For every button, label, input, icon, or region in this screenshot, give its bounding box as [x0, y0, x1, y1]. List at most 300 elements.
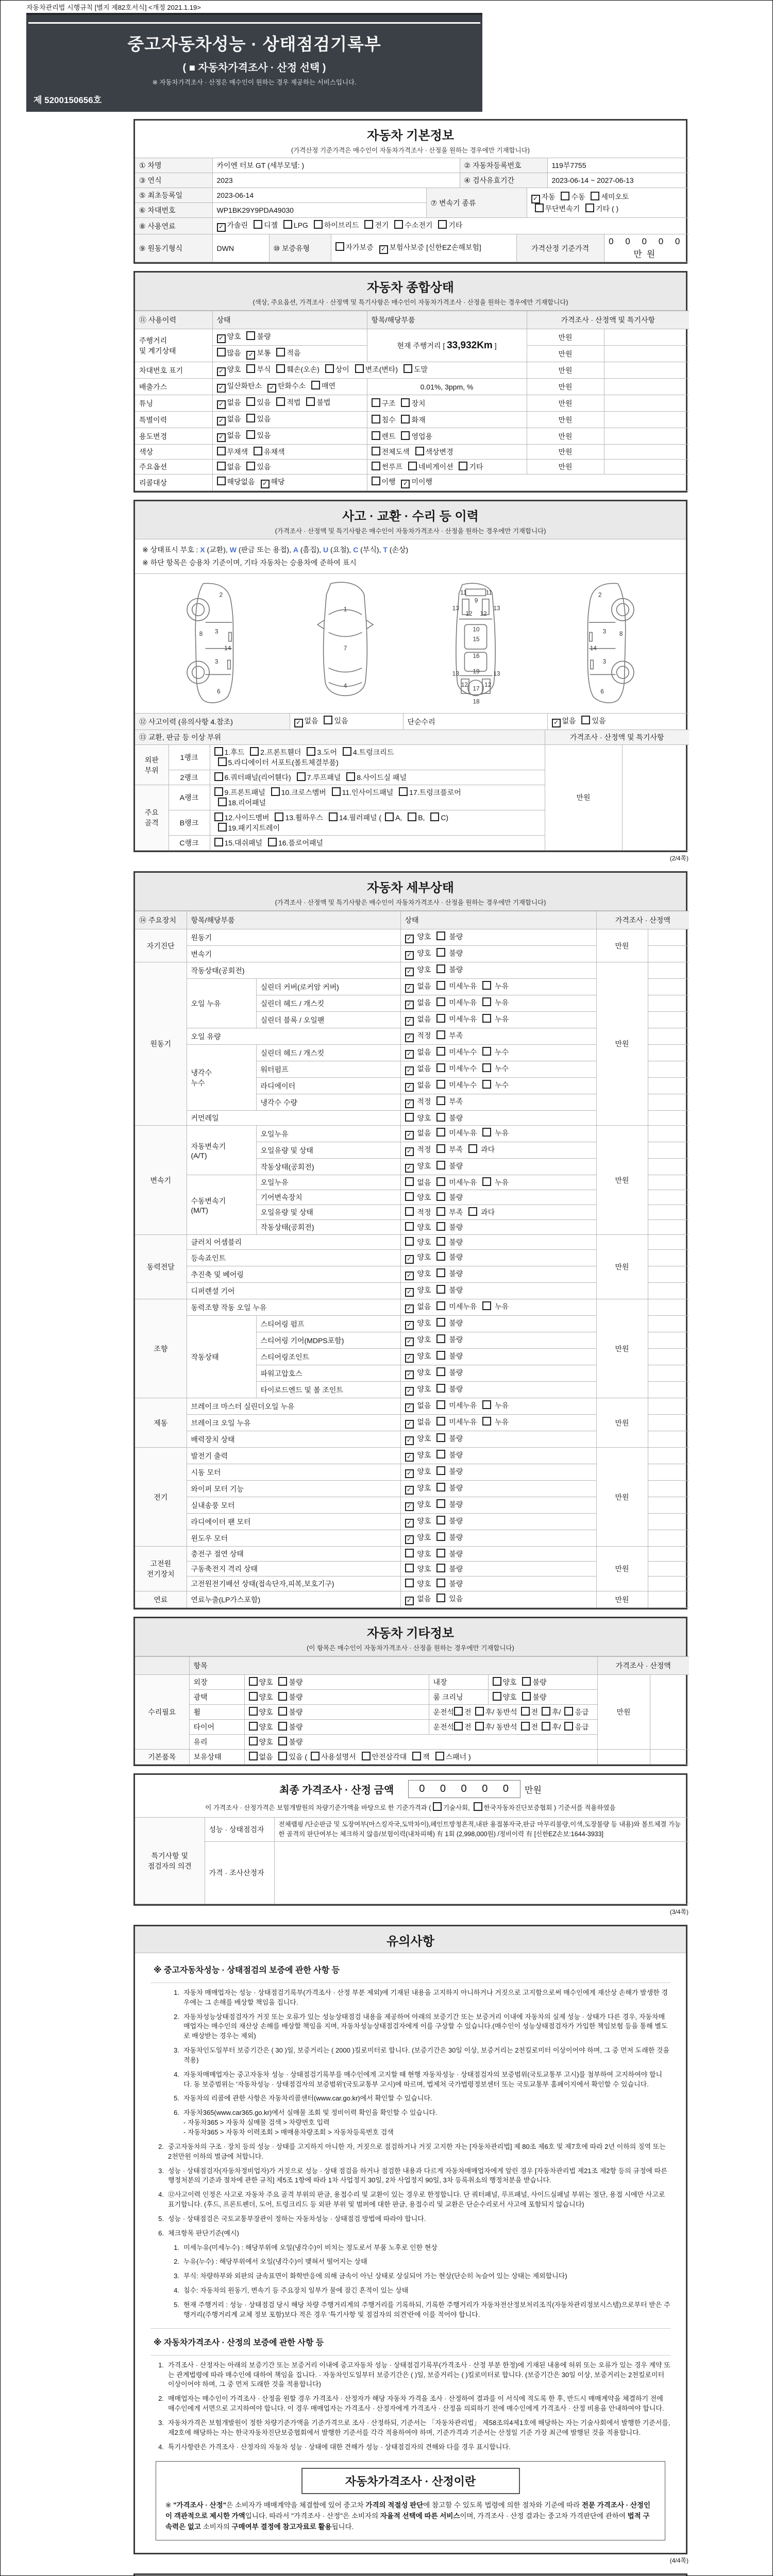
- checkbox[interactable]: [454, 1707, 463, 1716]
- checkbox[interactable]: [436, 1113, 445, 1122]
- table-cell: 색상: [135, 445, 212, 460]
- checkbox[interactable]: [276, 397, 285, 406]
- table-cell: 오일유량 및 상태: [256, 1205, 400, 1220]
- table-cell: [650, 1675, 689, 1750]
- checkbox[interactable]: ✓: [217, 417, 226, 426]
- code-letter: A: [293, 546, 298, 554]
- checkbox[interactable]: ✓: [405, 1017, 414, 1026]
- table-cell: 광택: [189, 1690, 244, 1705]
- checkbox[interactable]: [412, 1752, 421, 1760]
- checkbox[interactable]: [405, 1177, 414, 1186]
- checkbox[interactable]: [482, 1014, 491, 1023]
- table-cell: B랭크: [169, 810, 210, 836]
- checkbox[interactable]: ✓: [217, 384, 226, 393]
- checkbox[interactable]: [214, 772, 223, 781]
- checkbox[interactable]: [372, 398, 380, 407]
- checkbox[interactable]: [246, 331, 255, 340]
- checkbox[interactable]: [408, 462, 417, 470]
- section-title: 자동차 기본정보: [367, 129, 454, 143]
- diagram-part-number: 10: [473, 625, 480, 633]
- checkbox[interactable]: [372, 415, 380, 423]
- checkbox[interactable]: ✓: [405, 1050, 414, 1059]
- checkbox[interactable]: [436, 1063, 445, 1072]
- checkbox[interactable]: [283, 220, 292, 229]
- table-cell: [648, 1464, 689, 1481]
- checkbox[interactable]: [436, 1384, 445, 1393]
- table-cell: 이행 ✓ 미이행: [367, 474, 689, 491]
- checkbox[interactable]: ✓: [405, 951, 414, 960]
- table-cell: [650, 1750, 689, 1765]
- checkbox[interactable]: [436, 1516, 445, 1524]
- diagram-part-number: 2: [598, 591, 602, 599]
- checkbox[interactable]: ✓: [552, 719, 561, 727]
- table-cell: 없음 있음: [212, 460, 367, 474]
- checkbox[interactable]: [436, 1400, 445, 1409]
- table-cell: 수리필요: [135, 1675, 189, 1750]
- checkbox[interactable]: [401, 415, 410, 423]
- table-cell: 만원: [596, 1591, 648, 1608]
- checkbox[interactable]: [325, 364, 334, 373]
- checkbox[interactable]: ✓: [405, 1337, 414, 1346]
- checkbox[interactable]: [329, 812, 338, 821]
- checkbox[interactable]: ✓: [405, 1469, 414, 1478]
- checkbox[interactable]: [250, 747, 259, 756]
- checkbox[interactable]: [436, 1268, 445, 1277]
- table-cell: [648, 1250, 689, 1266]
- checkbox[interactable]: [542, 1707, 550, 1716]
- table-cell: ✓ 양호 부식 훼손(오손) 상이 변조(변타) 도말: [212, 362, 527, 379]
- checkbox[interactable]: [436, 1047, 445, 1056]
- checkbox[interactable]: [268, 838, 277, 846]
- checkbox[interactable]: ✓: [294, 719, 303, 727]
- checkbox[interactable]: [561, 192, 569, 200]
- checkbox[interactable]: ✓: [405, 1535, 414, 1544]
- table-cell: [648, 1562, 689, 1577]
- checkbox[interactable]: [436, 1252, 445, 1261]
- checkbox[interactable]: [436, 964, 445, 973]
- checkbox[interactable]: [482, 981, 491, 990]
- checkbox[interactable]: ✓: [405, 1453, 414, 1462]
- table-cell: 양호 불량: [488, 1690, 597, 1705]
- checkbox[interactable]: ✓: [217, 400, 226, 409]
- table-cell: [648, 1448, 689, 1464]
- checkbox[interactable]: [436, 1301, 445, 1310]
- checkbox[interactable]: [436, 1466, 445, 1475]
- transmission-type-value: ✓ 자동 수동 세미오토 무단변속기 기타 ( ): [527, 188, 689, 218]
- checkbox[interactable]: ✓: [405, 1164, 414, 1173]
- checkbox[interactable]: [542, 1722, 550, 1731]
- checkbox[interactable]: ✓: [405, 1272, 414, 1280]
- checkbox[interactable]: [482, 1177, 491, 1186]
- checkbox[interactable]: ✓: [405, 1387, 414, 1396]
- table-cell: ✓ 없음 미세누유 누유: [400, 979, 596, 995]
- diagram-part-number: 14: [224, 645, 231, 652]
- checkbox[interactable]: [436, 1222, 445, 1231]
- table-cell: ✓ 양호 불량: [400, 1481, 596, 1497]
- checkbox[interactable]: [436, 1450, 445, 1459]
- checkbox[interactable]: ✓: [405, 1147, 414, 1156]
- checkbox[interactable]: ✓: [405, 1083, 414, 1092]
- checkbox[interactable]: ✓: [217, 433, 226, 442]
- checkbox[interactable]: ✓: [405, 1255, 414, 1264]
- table-cell: 외장: [189, 1675, 244, 1690]
- checkbox[interactable]: [271, 787, 280, 796]
- checkbox[interactable]: [436, 1594, 445, 1602]
- checkbox[interactable]: [482, 1128, 491, 1137]
- checkbox[interactable]: [482, 1063, 491, 1072]
- table-cell: 브레이크 마스터 실린더오일 누유: [187, 1398, 400, 1415]
- checkbox[interactable]: [436, 1192, 445, 1201]
- checkbox[interactable]: [249, 1707, 258, 1716]
- diagram-part-number: 6: [600, 688, 604, 696]
- checkbox[interactable]: [436, 1334, 445, 1343]
- table-cell: 워터펌프: [256, 1061, 400, 1078]
- checkbox[interactable]: [254, 220, 262, 229]
- final-price-unit: 만원: [525, 1785, 542, 1795]
- table-cell: 실린더 블록 / 오일팬: [256, 1012, 400, 1028]
- table-cell: 작동상태(공회전): [187, 962, 400, 979]
- checkbox[interactable]: [275, 812, 283, 821]
- checkbox[interactable]: ✓: [405, 1099, 414, 1108]
- checkbox[interactable]: [214, 787, 223, 796]
- checkbox[interactable]: ✓: [405, 1420, 414, 1429]
- checkbox[interactable]: ✓: [405, 968, 414, 976]
- checkbox[interactable]: [346, 772, 355, 781]
- checkbox[interactable]: [475, 1722, 484, 1731]
- table-cell: 스티어링 기어(MDPS포함): [256, 1332, 400, 1349]
- checkbox[interactable]: [405, 1237, 414, 1246]
- checkbox[interactable]: ✓: [405, 1370, 414, 1379]
- checkbox[interactable]: [585, 204, 594, 212]
- table-cell: ✓ 적정 부족: [400, 1028, 596, 1045]
- appraisal-definition-box: [156, 2461, 665, 2540]
- vehicle-name-value: 카이엔 터보 GT (세부모델: ): [212, 158, 460, 173]
- checkbox[interactable]: [405, 1113, 414, 1122]
- checkbox[interactable]: [436, 1579, 445, 1587]
- checkbox[interactable]: [404, 364, 412, 373]
- checkbox[interactable]: [278, 1722, 287, 1731]
- checkbox[interactable]: [249, 1692, 258, 1701]
- mileage-value: 현재 주행거리 [ 33,932Km ]: [367, 329, 527, 362]
- checkbox[interactable]: [436, 1549, 445, 1557]
- checkbox[interactable]: [436, 1417, 445, 1426]
- basic-info-table-d: [135, 234, 686, 262]
- table-cell: [648, 1142, 689, 1159]
- checkbox[interactable]: [362, 1752, 371, 1760]
- table-cell: ✓ 양호 불량: [400, 1283, 596, 1299]
- table-cell: ✓ 양호 불량: [400, 946, 596, 962]
- checkbox[interactable]: [482, 1301, 491, 1310]
- basic-info-table-c: [135, 217, 686, 234]
- checkbox[interactable]: [436, 1080, 445, 1089]
- checkbox[interactable]: [297, 772, 306, 781]
- checkbox[interactable]: [278, 1737, 287, 1745]
- checkbox[interactable]: [246, 430, 255, 439]
- diagram-part-number: 3: [602, 628, 607, 635]
- checkbox[interactable]: [214, 747, 223, 756]
- checkbox[interactable]: [430, 812, 439, 821]
- checkbox[interactable]: [436, 1177, 445, 1186]
- checkbox[interactable]: [436, 948, 445, 957]
- table-cell: [604, 428, 689, 445]
- checkbox[interactable]: [278, 1677, 287, 1686]
- checkbox[interactable]: [535, 204, 544, 212]
- table-cell: 항목/해당부품: [187, 911, 400, 929]
- checkbox[interactable]: [249, 1677, 258, 1686]
- checkbox[interactable]: [405, 1564, 414, 1572]
- checkbox[interactable]: [454, 1722, 463, 1731]
- checkbox[interactable]: [372, 431, 380, 440]
- basic-info-section: [133, 119, 687, 264]
- checkbox[interactable]: [522, 1677, 531, 1686]
- table-cell: [648, 1591, 689, 1608]
- checkbox[interactable]: [564, 1722, 573, 1731]
- checkbox[interactable]: [436, 1128, 445, 1137]
- checkbox[interactable]: [278, 1707, 287, 1716]
- table-cell: ⑤ 최초등록일: [135, 188, 212, 203]
- table-cell: 단순수리: [403, 714, 547, 730]
- table-cell: 실린더 헤드 / 개스킷: [256, 995, 400, 1012]
- table-cell: ✓ 없음 미세누유 누유: [400, 1398, 596, 1415]
- checkbox[interactable]: [436, 1433, 445, 1442]
- checkbox[interactable]: [214, 812, 223, 821]
- checkbox[interactable]: ✓: [405, 1403, 414, 1412]
- checkbox[interactable]: [438, 220, 447, 229]
- checkbox[interactable]: [408, 812, 416, 821]
- checkbox[interactable]: [564, 1707, 573, 1716]
- checkbox[interactable]: [276, 364, 285, 373]
- checkbox[interactable]: [217, 447, 226, 455]
- list-text: 체크항목 판단기준(예시): [168, 2229, 239, 2237]
- table-cell: 제동: [135, 1398, 187, 1448]
- checkbox[interactable]: [278, 1752, 287, 1760]
- checkbox[interactable]: [399, 787, 408, 796]
- remarks-table: [135, 1817, 686, 1904]
- checkbox[interactable]: [218, 823, 227, 832]
- checkbox[interactable]: [521, 1722, 530, 1731]
- checkbox[interactable]: [401, 431, 410, 440]
- list-text: 침수: 자동차의 원동기, 변속기 등 주요장치 일부가 물에 잠긴 흔적이 있는 상태: [183, 2286, 409, 2295]
- table-cell: [604, 346, 689, 362]
- checkbox[interactable]: [482, 1080, 491, 1089]
- checkbox[interactable]: [218, 798, 227, 806]
- checkbox[interactable]: [311, 1752, 320, 1760]
- table-cell: [604, 460, 689, 474]
- table-cell: 실린더 커버(로커암 커버): [256, 979, 400, 995]
- checkbox[interactable]: [522, 1692, 531, 1701]
- checkbox[interactable]: [482, 1417, 491, 1426]
- checkbox[interactable]: [249, 1722, 258, 1731]
- table-cell: ⑬ 교환, 판금 등 이상 부위: [135, 730, 545, 745]
- checkbox[interactable]: ✓: [405, 1321, 414, 1330]
- checkbox[interactable]: [436, 981, 445, 990]
- table-cell: 발전기 출력: [187, 1448, 400, 1464]
- checkbox[interactable]: [493, 1677, 501, 1686]
- checkbox[interactable]: [385, 812, 394, 821]
- checkbox[interactable]: [249, 1752, 258, 1760]
- checkbox[interactable]: [372, 447, 380, 455]
- checkbox[interactable]: [405, 1579, 414, 1587]
- checkbox[interactable]: ✓: [217, 223, 226, 232]
- checkbox[interactable]: [324, 716, 332, 724]
- checkbox[interactable]: [394, 220, 403, 229]
- checkbox[interactable]: ✓: [405, 1304, 414, 1313]
- checkbox[interactable]: [278, 1692, 287, 1701]
- checkbox[interactable]: [591, 192, 599, 200]
- checkbox[interactable]: [521, 1707, 530, 1716]
- checkbox[interactable]: [218, 757, 227, 766]
- checkbox[interactable]: [436, 1367, 445, 1376]
- checkbox[interactable]: ✓: [267, 384, 276, 393]
- checkbox[interactable]: ✓: [405, 1131, 414, 1140]
- checkbox[interactable]: [436, 1564, 445, 1572]
- checkbox[interactable]: ✓: [217, 334, 226, 343]
- checkbox[interactable]: [372, 477, 380, 485]
- checkbox[interactable]: [401, 398, 410, 407]
- checkbox[interactable]: ✓: [405, 935, 414, 943]
- table-cell: 고전원 전기장치: [135, 1547, 187, 1591]
- checkbox[interactable]: [436, 1161, 445, 1170]
- checkbox[interactable]: [332, 787, 341, 796]
- checkbox[interactable]: [246, 414, 255, 422]
- checkbox[interactable]: [343, 747, 351, 756]
- checkbox[interactable]: [436, 1285, 445, 1294]
- diagram-part-number: 19: [473, 668, 480, 675]
- table-cell: ✓ 양호 불량: [400, 1365, 596, 1382]
- checkbox[interactable]: [436, 1318, 445, 1327]
- checkbox[interactable]: [581, 716, 590, 724]
- checkbox[interactable]: [436, 1014, 445, 1023]
- checkbox[interactable]: [436, 1499, 445, 1508]
- checkbox[interactable]: [405, 1222, 414, 1231]
- checkbox[interactable]: [355, 364, 364, 373]
- diagram-part-number: 8: [619, 630, 623, 638]
- checkbox[interactable]: ✓: [405, 1354, 414, 1363]
- table-cell: 동력조향 작동 오일 누유: [187, 1299, 400, 1316]
- table-cell: [648, 1547, 689, 1562]
- table-cell: [648, 1349, 689, 1365]
- checkbox[interactable]: ✓: [261, 480, 270, 488]
- checkbox[interactable]: [214, 838, 223, 846]
- simple-repair-value: ✓ 없음 있음: [547, 714, 689, 730]
- checkbox[interactable]: [436, 1351, 445, 1360]
- checkbox[interactable]: [435, 1752, 444, 1760]
- table-cell: 양호 불량: [244, 1720, 429, 1735]
- checkbox[interactable]: ✓: [246, 351, 255, 360]
- checkbox[interactable]: [436, 1030, 445, 1039]
- checkbox[interactable]: [364, 220, 373, 229]
- list-number: 1.: [174, 1988, 179, 1996]
- checkbox[interactable]: ✓: [531, 195, 540, 204]
- checkbox[interactable]: [246, 397, 255, 406]
- checkbox[interactable]: [405, 1192, 414, 1201]
- checkbox[interactable]: [276, 348, 285, 357]
- table-cell: 자동변속기 (A/T): [187, 1126, 256, 1175]
- checkbox[interactable]: [468, 1207, 477, 1216]
- checkbox[interactable]: [311, 381, 320, 389]
- table-cell: ✓ 없음 미세누유 누유: [400, 995, 596, 1012]
- checkbox[interactable]: [405, 1549, 414, 1557]
- table-cell: 타이로드엔드 및 볼 조인트: [256, 1382, 400, 1398]
- table-cell: ✓ 없음 미세누유 누유: [400, 1415, 596, 1431]
- checkbox[interactable]: [415, 447, 424, 455]
- checkbox[interactable]: [482, 1047, 491, 1056]
- checkbox[interactable]: ✓: [217, 367, 226, 376]
- checkbox[interactable]: [436, 931, 445, 940]
- checkbox[interactable]: [372, 462, 380, 470]
- checkbox[interactable]: ✓: [405, 984, 414, 993]
- checkbox[interactable]: ✓: [379, 245, 388, 254]
- checkbox[interactable]: ✓: [405, 1486, 414, 1495]
- table-cell: 커먼레일: [187, 1111, 400, 1126]
- table-cell: ✓ 없음 있음: [212, 412, 367, 428]
- checkbox[interactable]: ✓: [405, 1288, 414, 1297]
- header-divider: [28, 22, 480, 24]
- table-cell: ⑩ 보증유형: [269, 234, 331, 262]
- checkbox[interactable]: [217, 348, 226, 357]
- table-cell: 없음 있음 ( 사용설명서 안전삼각대 잭 스패너 ): [244, 1750, 597, 1765]
- checkbox[interactable]: [307, 747, 315, 756]
- checkbox[interactable]: [468, 1144, 477, 1153]
- checkbox[interactable]: [246, 364, 255, 373]
- notice-list-appraisal: [150, 2361, 670, 2452]
- checkbox[interactable]: [436, 997, 445, 1006]
- checkbox[interactable]: ✓: [405, 1519, 414, 1528]
- checkbox[interactable]: [475, 1707, 484, 1716]
- checkbox[interactable]: [405, 1207, 414, 1216]
- checkbox[interactable]: ✓: [405, 1066, 414, 1075]
- checkbox[interactable]: [254, 447, 262, 455]
- checkbox[interactable]: [433, 1802, 442, 1811]
- checkbox[interactable]: ✓: [405, 1033, 414, 1042]
- checkbox[interactable]: [482, 1400, 491, 1409]
- checkbox[interactable]: [459, 462, 467, 470]
- checkbox[interactable]: ✓: [401, 480, 410, 488]
- report-note: ※ 자동차가격조사 · 산정은 매수인이 원하는 경우 제공하는 서비스입니다.: [152, 79, 357, 86]
- table-cell: 만원: [527, 346, 604, 362]
- checkbox[interactable]: [335, 242, 344, 251]
- checkbox[interactable]: [436, 1237, 445, 1246]
- checkbox[interactable]: [436, 1207, 445, 1216]
- checkbox[interactable]: [246, 462, 255, 470]
- overall-condition-section: [133, 271, 687, 493]
- table-cell: ✓ 양호 불량: [400, 1514, 596, 1530]
- checkbox[interactable]: [306, 397, 315, 406]
- checkbox[interactable]: ✓: [405, 1001, 414, 1009]
- table-cell: [648, 1045, 689, 1061]
- checkbox[interactable]: [436, 1483, 445, 1492]
- notice-section: [133, 1925, 687, 2554]
- table-cell: 만원: [527, 428, 604, 445]
- checkbox[interactable]: [436, 1532, 445, 1541]
- checkbox[interactable]: [474, 1802, 482, 1811]
- section-title: 자동차 종합상태: [367, 281, 454, 295]
- checkbox[interactable]: [249, 1737, 258, 1745]
- checkbox[interactable]: [217, 462, 226, 470]
- checkbox[interactable]: [436, 1144, 445, 1153]
- checkbox[interactable]: ✓: [405, 1597, 414, 1605]
- table-cell: 주행거리 및 계기상태: [135, 329, 212, 362]
- checkbox[interactable]: [482, 997, 491, 1006]
- checkbox[interactable]: [314, 220, 323, 229]
- diagram-part-number: 13: [452, 604, 459, 612]
- checkbox[interactable]: [217, 477, 226, 485]
- checkbox[interactable]: ✓: [405, 1436, 414, 1445]
- checkbox[interactable]: [493, 1692, 501, 1701]
- table-cell: 썬루프 네비게이션 기타: [367, 460, 527, 474]
- checkbox[interactable]: ✓: [405, 1502, 414, 1511]
- checkbox[interactable]: [436, 1096, 445, 1105]
